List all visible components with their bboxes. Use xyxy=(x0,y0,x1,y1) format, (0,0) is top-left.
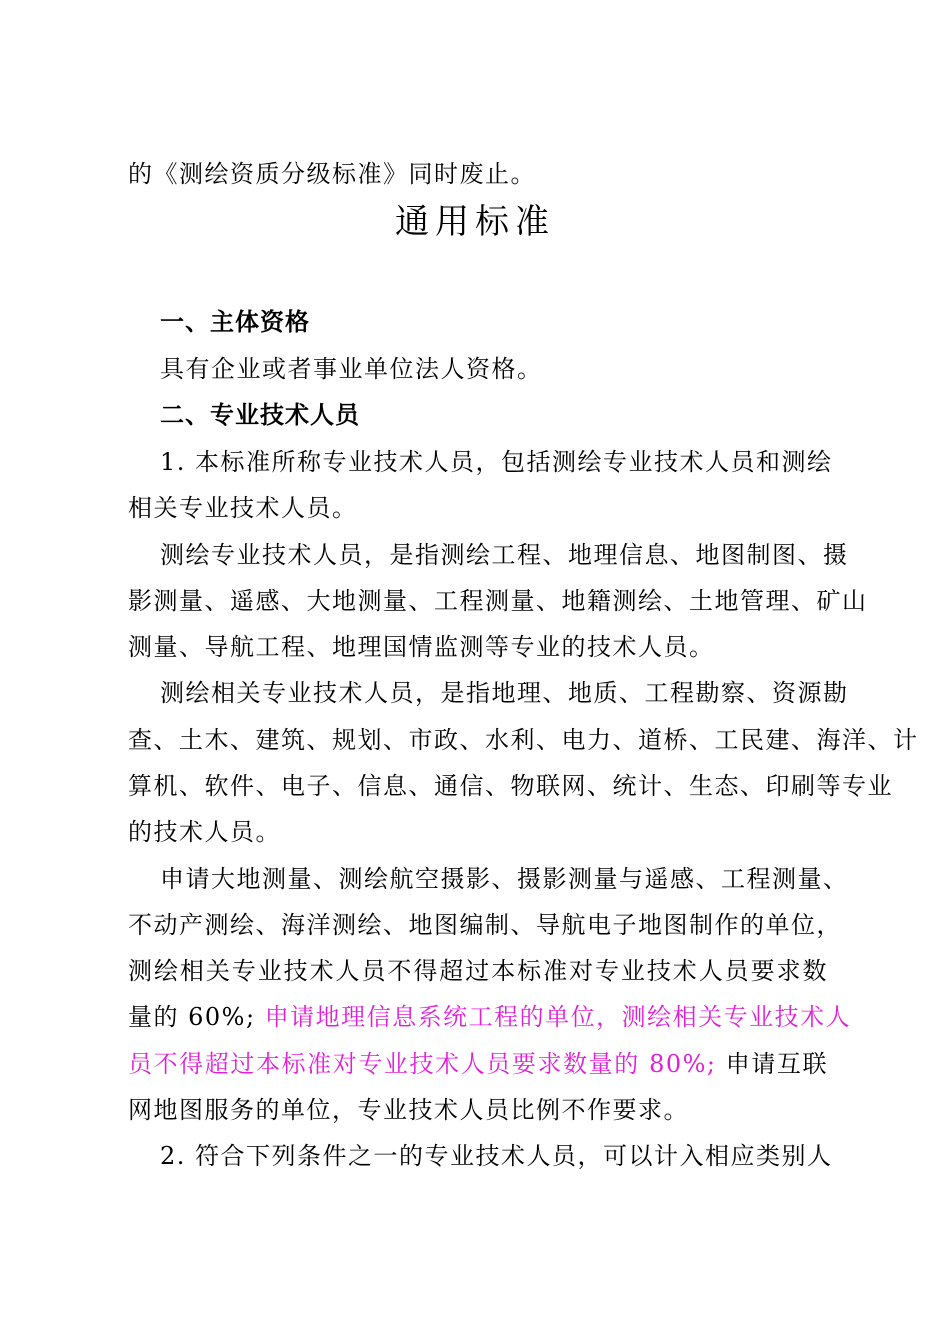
paragraph-line: 测绘相关专业技术人员不得超过本标准对专业技术人员要求数 xyxy=(128,957,828,985)
paragraph-line: 测绘专业技术人员，是指测绘工程、地理信息、地图制图、摄 xyxy=(160,541,849,569)
paragraph-line: 算机、软件、电子、信息、通信、物联网、统计、生态、印刷等专业 xyxy=(128,772,893,800)
paragraph-line: 网地图服务的单位，专业技术人员比例不作要求。 xyxy=(128,1096,689,1124)
paragraph-line: 1. 本标准所称专业技术人员，包括测绘专业技术人员和测绘 xyxy=(160,448,833,476)
paragraph-line: 相关专业技术人员。 xyxy=(128,494,358,522)
paragraph-line: 不动产测绘、海洋测绘、地图编制、导航电子地图制作的单位， xyxy=(128,911,842,939)
paragraph-line: 影测量、遥感、大地测量、工程测量、地籍测绘、土地管理、矿山 xyxy=(128,587,868,615)
text-run: 申请互联 xyxy=(725,1050,829,1078)
intro-line: 的《测绘资质分级标准》同时废止。 xyxy=(128,160,536,188)
paragraph-line: 申请大地测量、测绘航空摄影、摄影测量与遥感、工程测量、 xyxy=(160,865,849,893)
paragraph-line xyxy=(128,1041,828,1087)
paragraph-line xyxy=(128,994,852,1040)
page-title: 通用标准 xyxy=(395,202,555,242)
section-heading-technical-staff: 二、专业技术人员 xyxy=(160,401,360,429)
paragraph-line: 的技术人员。 xyxy=(128,818,281,846)
section-heading-subject-qualification: 一、主体资格 xyxy=(160,308,310,336)
highlighted-text: 申请地理信息系统工程的单位，测绘相关专业技术人 xyxy=(264,1003,852,1031)
highlighted-text: 员不得超过本标准对专业技术人员要求数量的 80%; xyxy=(128,1050,726,1078)
section-body-subject-qualification: 具有企业或者事业单位法人资格。 xyxy=(160,355,543,383)
paragraph-line: 测绘相关专业技术人员，是指地理、地质、工程勘察、资源勘 xyxy=(160,679,849,707)
paragraph-line: 测量、导航工程、地理国情监测等专业的技术人员。 xyxy=(128,633,715,661)
paragraph-line: 查、土木、建筑、规划、市政、水利、电力、道桥、工民建、海洋、计 xyxy=(128,726,919,754)
paragraph-line: 2. 符合下列条件之一的专业技术人员，可以计入相应类别人 xyxy=(160,1142,833,1170)
text-run: 量的 60%; xyxy=(128,1003,265,1031)
